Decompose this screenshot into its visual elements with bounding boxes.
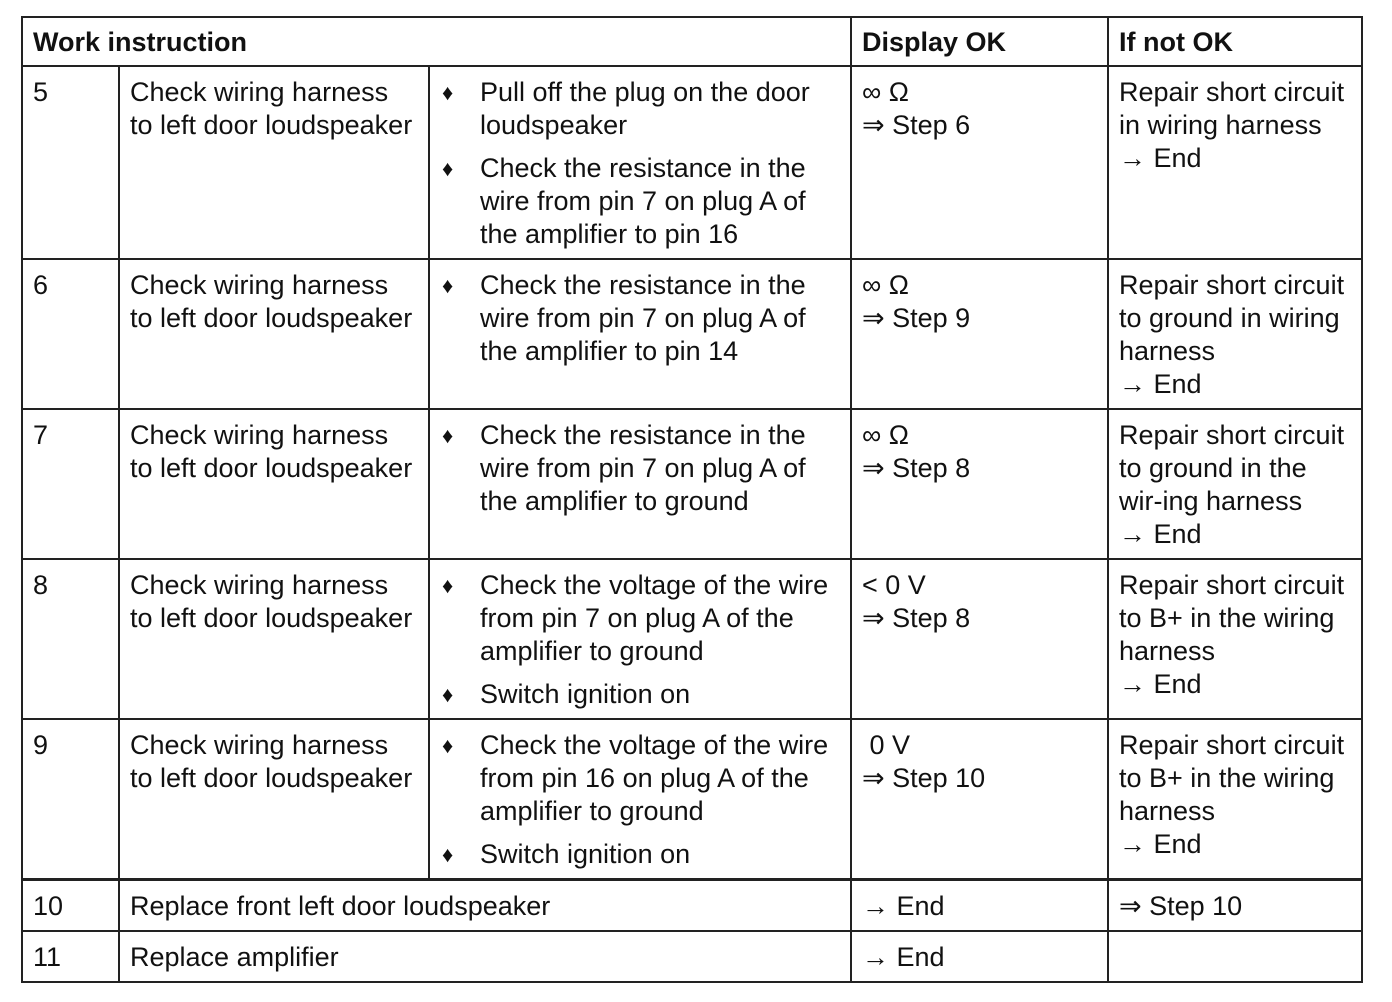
next-step: ⇒ Step 8 (862, 603, 971, 633)
diamond-bullet-icon: ♦ (442, 80, 454, 105)
diamond-bullet-icon: ♦ (442, 273, 454, 298)
step-number: 11 (22, 931, 119, 982)
table-row (22, 880, 1362, 932)
table-row (22, 259, 1362, 409)
display-ok-cell (851, 259, 1108, 409)
display-ok-cell (851, 409, 1108, 559)
if-not-ok-cell (1108, 66, 1362, 259)
expected-reading: ∞ Ω (862, 77, 909, 107)
next-step: ⇒ Step 10 (862, 763, 986, 793)
outcome: → End (1119, 829, 1202, 859)
diamond-bullet-icon: ♦ (442, 682, 454, 707)
next-step: ⇒ Step 6 (862, 110, 971, 140)
outcome: → End (1119, 369, 1202, 399)
instructions-cell (429, 259, 851, 409)
outcome: → End (1119, 669, 1202, 699)
display-ok-cell (851, 719, 1108, 880)
header-row (22, 17, 1362, 66)
repair-action: Repair short circuit to B+ in the wiring harness (1119, 570, 1345, 666)
list-item (440, 76, 840, 142)
diamond-bullet-icon: ♦ (442, 842, 454, 867)
diamond-bullet-icon: ♦ (442, 156, 454, 181)
instruction-text: Check the voltage of the wire from pin 7 on plug A of the amplifier to ground (480, 570, 829, 666)
next-step: ⇒ Step 8 (862, 453, 971, 483)
repair-action: Repair short circuit to ground in the wir-ing harness (1119, 420, 1345, 516)
instruction-text: Pull off the plug on the door loudspeaker (480, 77, 810, 140)
list-item (440, 678, 840, 711)
diamond-bullet-icon: ♦ (442, 733, 454, 758)
step-number: 5 (22, 66, 119, 259)
table-row (22, 719, 1362, 880)
task-cell: Check wiring harness to left door loudspeaker (119, 719, 429, 880)
diamond-bullet-icon: ♦ (442, 573, 454, 598)
display-ok-cell: → End (851, 880, 1108, 932)
step-number: 10 (22, 880, 119, 932)
outcome: → End (1119, 143, 1202, 173)
instruction-text: Check the voltage of the wire from pin 16 on plug A of the amplifier to ground (480, 730, 829, 826)
task-cell: Replace amplifier (119, 931, 851, 982)
display-ok-cell (851, 559, 1108, 719)
if-not-ok-cell (1108, 719, 1362, 880)
instruction-list (440, 419, 840, 518)
task-cell: Check wiring harness to left door loudspeaker (119, 66, 429, 259)
repair-action: Repair short circuit to ground in wiring harness (1119, 270, 1345, 366)
repair-action: Repair short circuit to B+ in the wiring harness (1119, 730, 1345, 826)
instruction-list (440, 76, 840, 251)
if-not-ok-cell (1108, 409, 1362, 559)
step-number: 8 (22, 559, 119, 719)
step-number: 6 (22, 259, 119, 409)
table-row (22, 559, 1362, 719)
task-cell: Check wiring harness to left door loudspeaker (119, 409, 429, 559)
task-cell: Check wiring harness to left door loudspeaker (119, 259, 429, 409)
list-item (440, 269, 840, 368)
display-ok-header: Display OK (851, 17, 1108, 66)
instruction-text: Switch ignition on (480, 839, 691, 869)
instructions-cell (429, 409, 851, 559)
instruction-list (440, 269, 840, 368)
expected-reading: 0 V (862, 730, 911, 760)
work-instruction-header: Work instruction (22, 17, 851, 66)
task-cell: Check wiring harness to left door loudspeaker (119, 559, 429, 719)
task-cell: Replace front left door loudspeaker (119, 880, 851, 932)
if-not-ok-cell (1108, 559, 1362, 719)
step-number: 7 (22, 409, 119, 559)
list-item (440, 838, 840, 871)
expected-reading: ∞ Ω (862, 270, 909, 300)
list-item (440, 569, 840, 668)
expected-reading: ∞ Ω (862, 420, 909, 450)
if-not-ok-cell: ⇒ Step 10 (1108, 880, 1362, 932)
list-item (440, 152, 840, 251)
if-not-ok-cell (1108, 931, 1362, 982)
table-row (22, 409, 1362, 559)
instruction-text: Check the resistance in the wire from pin 7 on plug A of the amplifier to pin 16 (480, 153, 806, 249)
if-not-ok-cell (1108, 259, 1362, 409)
expected-reading: < 0 V (862, 570, 926, 600)
step-number: 9 (22, 719, 119, 880)
instructions-cell (429, 559, 851, 719)
instruction-text: Switch ignition on (480, 679, 691, 709)
display-ok-cell: → End (851, 931, 1108, 982)
display-ok-cell (851, 66, 1108, 259)
table-row (22, 931, 1362, 982)
instructions-cell (429, 66, 851, 259)
diamond-bullet-icon: ♦ (442, 423, 454, 448)
instruction-text: Check the resistance in the wire from pin 7 on plug A of the amplifier to ground (480, 420, 806, 516)
outcome: → End (1119, 519, 1202, 549)
table-row (22, 66, 1362, 259)
work-instruction-table (21, 16, 1363, 983)
instructions-cell (429, 719, 851, 880)
list-item (440, 419, 840, 518)
next-step: ⇒ Step 9 (862, 303, 971, 333)
list-item (440, 729, 840, 828)
instruction-list (440, 569, 840, 711)
instruction-list (440, 729, 840, 871)
instruction-text: Check the resistance in the wire from pin 7 on plug A of the amplifier to pin 14 (480, 270, 806, 366)
if-not-ok-header: If not OK (1108, 17, 1362, 66)
repair-action: Repair short circuit in wiring harness (1119, 77, 1345, 140)
